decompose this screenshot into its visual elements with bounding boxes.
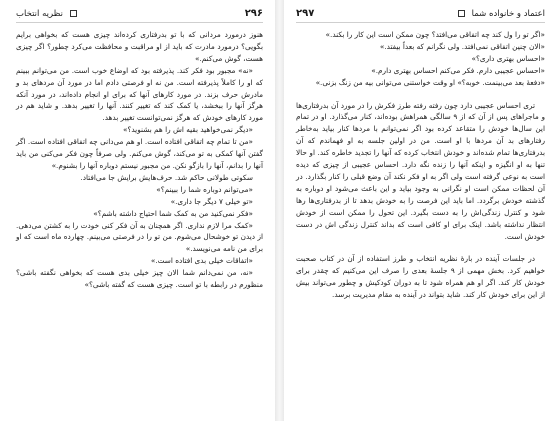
paragraph: تری احساس عجیبی دارد چون رفته رفته طرز فکرش را در مورد آن بدرفتاری‌ها و ماجراهای پس از آن که از ۹ سالگی همراهش بوده‌اند، کنار می‌گذارد. او در تمام این سال‌ها خودش را متقاعد کرده بود اگر نمی‌توانم با مردها کنار بیاید به‌خاطر رفتارهای بد آن مردها با او است. من در اولین جلسه به او فهماندم که آن بدرفتاری‌ها تمام شده‌اند و خودش انتخاب کرده که آنها را تجدید خاطره کند. او حالا تنها به او انگیزه و اینکه آنها را زنده نگه دارد. احساس عجیبی از چیزی که دیده است به نوعی گرفته است ولی اگر به او فکر نکند آن وضع قبلی را کنار بگذارد. در آن لحظات ممکن است او نگرانی به وجود بیاید و این باعث می‌شود او دوباره به گذشته خودش برگردد. اما باید این فرصت را به خودش بدهد تا از بدرفتاری‌ها رها شود و کنترل زندگی‌اش را به دست بگیرد. این تحول را ممکن است از خودش انتظار نداشته باشد. اینک برای او کافی است که بداند کنترل زندگی اش در دست خودش است. <box>296 100 545 241</box>
paragraph: سکوتی طولانی حاکم شد. حرف‌هایش برایش جا می‌افتاد. <box>80 172 253 182</box>
left-page <box>0 0 275 421</box>
paragraph: «احساس بهتری داری؟» <box>471 53 545 63</box>
left-running-title: نظریه انتخاب <box>16 9 64 19</box>
paragraph: «دفعهٔ بعد می‌بینمت. خوبه؟» او وقت خواستنی می‌توانی بیه من زنگ بزنی.» <box>315 77 545 87</box>
book-gutter <box>275 0 284 421</box>
right-running-title: اعتماد و خانواده شما <box>471 9 545 19</box>
right-page-body <box>296 29 545 301</box>
paragraph: «فکر نمی‌کنید من به کمک شما احتیاج داشته باشم؟» <box>93 208 253 218</box>
right-running-title-wrap <box>454 9 545 19</box>
paragraph: «نه» مجبور بود فکر کند. پذیرفته بود که اوضاع خوب است. من می‌توانم ببینم که او را کاملاً پذیرفته است. من نه او فرصتی دادم اما در مورد آن مردهای بد و مادرش حرف بزند. در مورد کارهای آنها که برای او انجام داده‌اند، در مورد آنکه هرگز آنها را ببخشد، یا کمک کند که تغییر کنند. آنها را تغییر بدهد. و شاید هم در مورد کارهای خودش که هرگز نمی‌توانست تغییر بدهد. <box>16 65 263 123</box>
paragraph: هنوز درمورد مردانی که با تو بدرفتاری کرده‌اند چیزی هست که بخواهی برایم بگویی؟ درمورد مادرت که باید از او مراقبت و محافظت می‌کرد چطور؟ اگر چیزی هست، گوش می‌کنم.» <box>16 30 263 63</box>
right-page-number: ۲۹۷ <box>296 8 315 19</box>
header-separator-icon <box>458 10 465 17</box>
paragraph: «می‌توانم دوباره شما را ببینم؟» <box>156 184 253 194</box>
paragraph: «تو خیلی ۷ دیگر جا داری.» <box>170 196 253 206</box>
left-running-title-wrap <box>16 9 81 19</box>
paragraph: «احساس عجیبی دارم. فکر می‌کنم احساس بهتری دارم.» <box>371 65 545 75</box>
left-page-header <box>16 8 263 23</box>
right-page <box>284 0 559 421</box>
paragraph: «دیگر نمی‌خواهید بقیه اش را هم بشنوید؟» <box>123 125 253 135</box>
paragraph: «کمک مرا لازم نداری. اگر همچنان به آن فکر کنی خودت را به کشتن می‌دهی. از دیدن تو خوشحال می‌شوم. من تو را در فرصتی می‌بینم. چهارده ماه است که او برای من نامه می‌نویسد.» <box>16 220 263 254</box>
paragraph: «الان چنین اتفاقی نمی‌افتد. ولی نگرانم که بعداً بیفتد.» <box>379 41 545 51</box>
paragraph: «اتفاقات خیلی بدی افتاده است.» <box>150 256 253 266</box>
paragraph: در جلسات آینده در بارهٔ نظریه انتخاب و طرز استفاده از آن در کتاب صحبت خواهیم کرد. بخش مهمی از ۹ جلسهٔ بعدی را صرف این می‌کنیم که چقدر برای خودش کار کند. اگر او هم همراه شود تا به دوران کودکیش و چطور می‌تواند بیش از این برای خودش کار کند. شاید بتواند در آینده به مقام مدیریت برسد. <box>296 254 545 300</box>
paragraph: «من تا تمام چه اتفاقی افتاده است. او هم می‌دانی چه اتفاقی افتاده است. اگر گفتن آنها کمکی به تو می‌کند، گوش می‌کنم. ولی صرفاً چون فکر می‌کنی من باید آنها را بدانم، آنها را بازگو نکن. من مجبور نیستم دوباره آنها را بشنوم.» <box>16 137 263 170</box>
paragraph: «نه، من نمی‌دانم شما الان چیز خیلی بدی هست که بخواهی نگفته باشی؟ منظورم در رابطه با تو است. چیزی هست که گفته باشی؟» <box>16 268 263 290</box>
paragraph: «اگر تو را ول کند چه اتفاقی می‌افتد؟ چون ممکن است این کار را بکند.» <box>325 30 545 39</box>
left-page-number: ۲۹۶ <box>244 8 263 19</box>
right-page-header <box>296 8 545 23</box>
header-separator-icon <box>70 10 77 17</box>
left-page-body <box>16 29 263 291</box>
